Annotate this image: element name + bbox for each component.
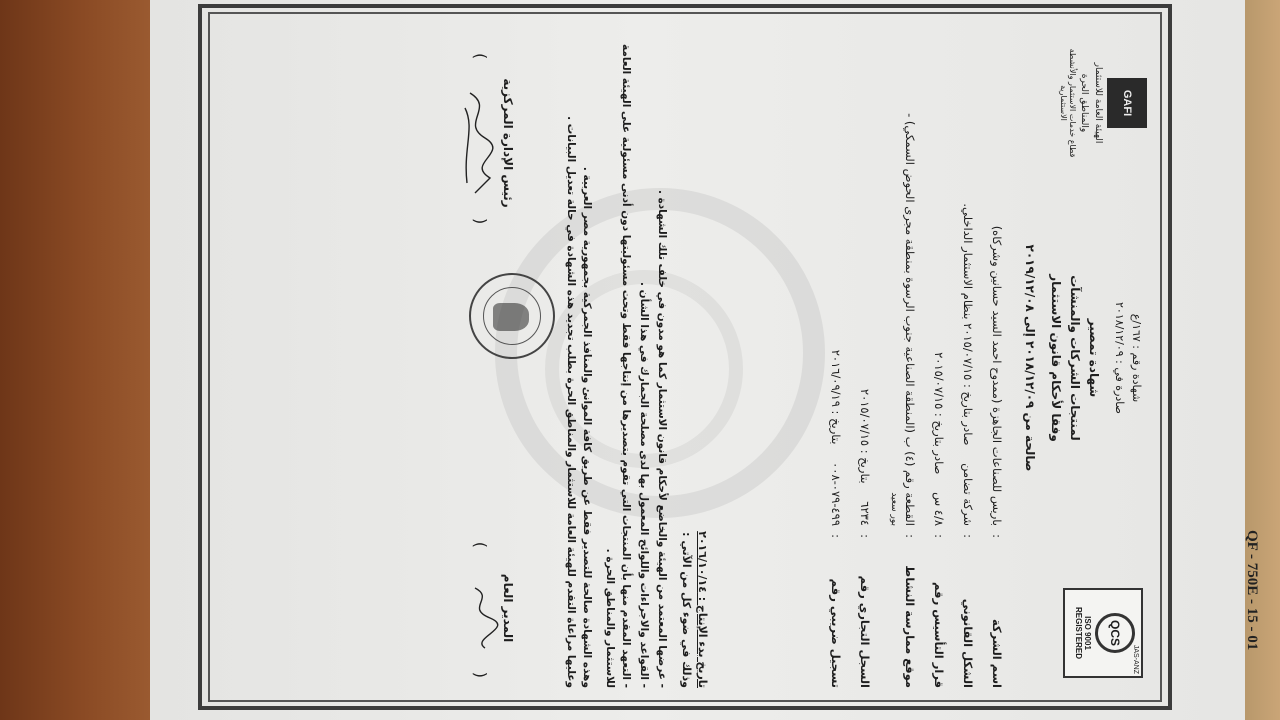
- title-line-3: وفقا لأحكام قانون الاستثمار: [1049, 274, 1063, 442]
- production-start-date: تاريخ بدء الإنتاج : ٢٠١٦/١٠/١٤: [696, 531, 709, 688]
- desk-surface-left: [0, 0, 150, 720]
- basis-list: [600, 38, 670, 688]
- company-fields: [815, 38, 1005, 688]
- field-value: ٤٩٩-٠٧٩-٠٠٨: [829, 462, 843, 526]
- basis-intro: وذلك في ضوء كل من الآتي :: [680, 532, 693, 688]
- field-label: اسم الشركة: [990, 618, 1004, 688]
- field-label: تسجيل ضريبي رقم: [829, 578, 843, 688]
- iso-badge: [1063, 588, 1143, 678]
- field-value: ٦٢٣٤: [858, 501, 872, 526]
- note-line-2: وعليها مراعاة التقدم للهيئة العامة للاستثمار والمناطق الحرة بطلب تجديد هذه الشهادة في حالة تعديل البيانات .: [565, 116, 577, 688]
- field-label: السجل التجاري رقم: [858, 575, 872, 688]
- field-tax-registration: تسجيل ضريبي رقم : ٤٩٩-٠٧٩-٠٠٨ بتاريخ : ٢٠١٦/٠٩/١٩: [829, 349, 843, 688]
- field-label: موقع ممارسة النشاط: [903, 565, 917, 688]
- list-item: - القواعد والاجراءات واللوائح المعمول بها لدى مصلحة الجمارك في هذا الشأن .: [638, 281, 650, 688]
- field-label: قرار التأسيس رقم: [932, 582, 946, 688]
- bracket-close-right: ): [471, 541, 490, 548]
- field-value: ٤/٨ س: [932, 492, 946, 526]
- field-value: شركة تضامن: [961, 463, 975, 526]
- field-sub: بور سعيد: [889, 492, 899, 526]
- certificate-number-block: [1111, 278, 1145, 438]
- iso-label: ISO 9001 REGISTERED: [1074, 606, 1092, 659]
- signature-right-icon: [460, 583, 505, 653]
- qcs-logo-icon: QCS: [1095, 613, 1135, 653]
- jas-anz-label: JAS-ANZ: [1132, 644, 1139, 674]
- field-extra: بتاريخ : ٢٠١٦/٠٩/١٩: [829, 349, 843, 445]
- certificate-title: [1046, 138, 1103, 578]
- field-extra: بتاريخ : ٢٠١٥/٠٧/١٥: [858, 388, 872, 484]
- field-legal-form: الشكل القانوني : شركة تضامن صادر بتاريخ : ٢٠١٥/٠٧/١٥ بنظام الاستثمار الداخلي.: [961, 203, 975, 688]
- field-label: الشكل القانوني: [961, 598, 975, 688]
- central-admin-title: رئيس الإدارة المركزية: [501, 78, 515, 208]
- list-item: - عرضها المعتمد من الهيئة والخاضع لأحكام قانون الاستثمار كما هو مدون في خلف تلك الشهادة .: [656, 189, 668, 688]
- signature-left-icon: [455, 88, 505, 198]
- certificate-paper: [150, 0, 1260, 720]
- list-item: - التعهد المقدم منها بأن المنتجات التي تقوم بتصديرها من إنتاجها فقط وتحت مسئوليتها دون أدنى مسئولية على الهيئة العامة للاستثمار والمناطق الحرة .: [604, 43, 632, 688]
- gafi-logo-icon: GAFI: [1107, 78, 1147, 128]
- field-extra: صادر بتاريخ : ٢٠١٥/٠٧/١٥ بنظام الاستثمار الداخلي.: [961, 203, 975, 446]
- certificate-number: شهادة رقم : ١٦٧/ع: [1130, 313, 1143, 403]
- field-extra: صادر بتاريخ : ٢٠١٥/٠٧/١٥: [932, 352, 946, 475]
- bracket-close-left: ): [471, 53, 490, 60]
- gafi-sector: قطاع خدمات الاستثمار والأنشطة الاستثمارية: [1059, 48, 1077, 158]
- field-value: القطعة رقم (٤) ب (المنطقة الصناعية جنوب الرسوة بمنطقة مجرى الحوض السمكي) -: [903, 113, 917, 526]
- validity-notes: [563, 38, 595, 688]
- field-company-name: اسم الشركة : باريس للصناعات الجاهزة (ممدوح احمد السيد حسانين وشركاه): [989, 38, 1005, 688]
- gafi-name-line1: الهيئة العامة للاستثمار: [1093, 62, 1103, 144]
- field-commercial-register: السجل التجاري رقم : ٦٢٣٤ بتاريخ : ٢٠١٥/٠٧/١٥: [858, 388, 872, 688]
- issue-date: صادرة في : ٢٠١٨/١٢/٠٩: [1113, 302, 1126, 414]
- gafi-name-line2: والمناطق الحرة: [1079, 73, 1089, 133]
- field-activity-location: موقع ممارسة النشاط : القطعة رقم (٤) ب (المنطقة الصناعية جنوب الرسوة بمنطقة مجرى الحوض السمكي) - بور سعيد: [886, 38, 918, 688]
- validity-period: صالحة من ٢٠١٨/١٢/٠٩ إلى ٢٠١٩/١٢/٠٨: [1023, 244, 1037, 472]
- field-value: باريس للصناعات الجاهزة (ممدوح احمد السيد حسانين وشركاه): [990, 225, 1004, 526]
- production-start: [678, 38, 710, 688]
- bracket-open-right: (: [471, 671, 490, 678]
- official-stamp-icon: [469, 273, 555, 359]
- eagle-emblem-icon: [493, 303, 529, 331]
- certificate-content: [215, 18, 1155, 698]
- title-line-2: لمنتجات الشركات والمنشآت: [1068, 275, 1082, 441]
- form-code: QF - 750E - 15 - 01: [1244, 530, 1260, 651]
- title-line-1: شهادة تمصير: [1087, 318, 1101, 398]
- general-manager-title: المدير العام: [501, 573, 515, 643]
- bracket-open-left: (: [471, 218, 490, 225]
- field-incorporation-decree: قرار التأسيس رقم : ٤/٨ س صادر بتاريخ : ٢٠١٥/٠٧/١٥: [932, 352, 946, 688]
- note-line-1: وهذه الشهادة صالحة للتصدير فقط عن طريق كافة الموانئ والمنافذ الجمركية بجمهورية مصر العربية .: [581, 166, 593, 688]
